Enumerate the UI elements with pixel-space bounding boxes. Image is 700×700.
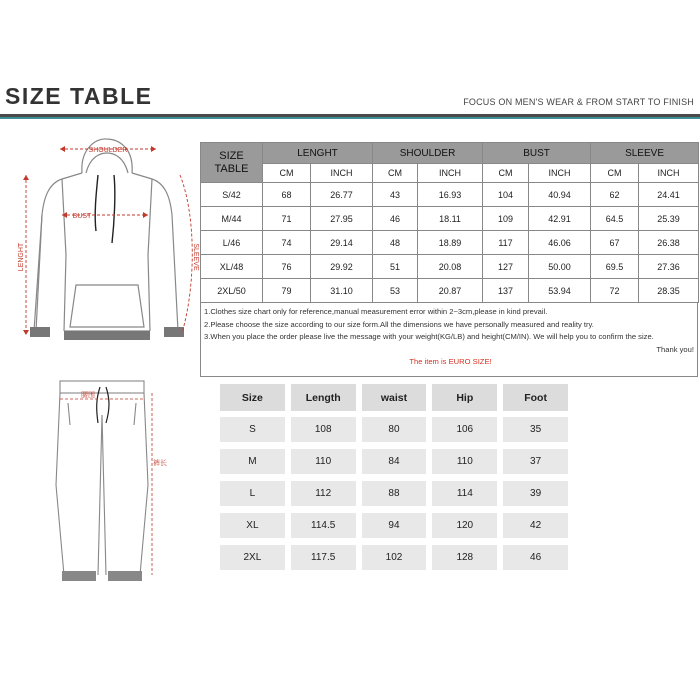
size-notes <box>200 303 698 377</box>
measurement-cell: 109 <box>483 207 529 231</box>
unit-header: CM <box>263 164 311 183</box>
measurement-cell: 64.5 <box>591 207 639 231</box>
measurement-cell: 28.35 <box>639 279 699 303</box>
left-ankle-cuff <box>62 571 96 581</box>
size-cell: M/44 <box>201 207 263 231</box>
hoodie-illustration <box>10 135 202 365</box>
measurement-cell: 37 <box>503 449 568 474</box>
measurement-cell: 25.39 <box>639 207 699 231</box>
measurement-cell: 42.91 <box>529 207 591 231</box>
euro-size-note: The item is EURO SIZE! <box>409 357 492 366</box>
measurement-cell: 94 <box>362 513 427 538</box>
thank-you-note: Thank you! <box>656 344 694 354</box>
measurement-cell: 106 <box>432 417 497 442</box>
measurement-cell: 20.87 <box>418 279 483 303</box>
tagline: FOCUS ON MEN'S WEAR & FROM START TO FINISH <box>463 97 694 107</box>
measurement-cell: 40.94 <box>529 183 591 207</box>
table-row <box>201 183 699 207</box>
unit-header: CM <box>591 164 639 183</box>
hem-band <box>64 331 150 340</box>
table-row <box>220 513 568 538</box>
left-cuff <box>30 327 50 337</box>
column-header: Foot <box>503 384 568 411</box>
measurement-cell: 20.08 <box>418 255 483 279</box>
measurement-cell: 110 <box>432 449 497 474</box>
measurement-cell: 67 <box>591 231 639 255</box>
measurement-cell: 102 <box>362 545 427 570</box>
measurement-cell: 29.14 <box>311 231 373 255</box>
measurement-cell: 104 <box>483 183 529 207</box>
unit-header: CM <box>373 164 418 183</box>
measurement-cell: 62 <box>591 183 639 207</box>
unit-header: CM <box>483 164 529 183</box>
group-header: BUST <box>483 143 591 164</box>
group-header: LENGHT <box>263 143 373 164</box>
group-header: SHOULDER <box>373 143 483 164</box>
pants-length-label: 裤长 <box>153 460 167 467</box>
column-header: waist <box>362 384 427 411</box>
measurement-cell: 46 <box>373 207 418 231</box>
hoodie-size-table-container <box>200 142 698 377</box>
measurement-cell: 42 <box>503 513 568 538</box>
measurement-cell: 53 <box>373 279 418 303</box>
waist-label: 腰围 <box>81 392 95 399</box>
group-header: SLEEVE <box>591 143 699 164</box>
measurement-cell: 127 <box>483 255 529 279</box>
table-row <box>220 481 568 506</box>
measurement-cell: 120 <box>432 513 497 538</box>
measurement-cell: 46 <box>503 545 568 570</box>
column-header: Hip <box>432 384 497 411</box>
pants-header-row <box>220 384 568 411</box>
table-row <box>220 449 568 474</box>
waistband <box>60 381 144 393</box>
measurement-cell: 112 <box>291 481 356 506</box>
unit-header: INCH <box>418 164 483 183</box>
measurement-cell: 46.06 <box>529 231 591 255</box>
table-row <box>220 545 568 570</box>
size-cell: XL <box>220 513 285 538</box>
table-corner-label: SIZE TABLE <box>201 143 263 183</box>
measurement-cell: 51 <box>373 255 418 279</box>
measurement-cell: 18.89 <box>418 231 483 255</box>
table-row <box>201 207 699 231</box>
unit-header: INCH <box>529 164 591 183</box>
measurement-cell: 24.41 <box>639 183 699 207</box>
note-line: 3.When you place the order please live the message with your weight(KG/LB) and height(CM/IN). We will help you to confirm the size. <box>204 332 654 341</box>
pants-size-table <box>220 384 568 577</box>
measurement-cell: 79 <box>263 279 311 303</box>
table-row <box>201 255 699 279</box>
measurement-cell: 39 <box>503 481 568 506</box>
measurement-cell: 43 <box>373 183 418 207</box>
note-line: 2.Please choose the size according to our size form.All the dimensions we have personally measured and reality try. <box>204 319 594 329</box>
measurement-cell: 50.00 <box>529 255 591 279</box>
measurement-cell: 27.36 <box>639 255 699 279</box>
size-cell: S/42 <box>201 183 263 207</box>
measurement-cell: 117 <box>483 231 529 255</box>
measurement-cell: 80 <box>362 417 427 442</box>
size-cell: XL/48 <box>201 255 263 279</box>
measurement-cell: 53.94 <box>529 279 591 303</box>
measurement-cell: 84 <box>362 449 427 474</box>
header-rule-accent <box>0 117 700 119</box>
size-cell: L <box>220 481 285 506</box>
note-line: 1.Clothes size chart only for reference,manual measurement error within 2~3cm,please in kind prevail. <box>204 307 548 316</box>
unit-header: INCH <box>311 164 373 183</box>
measurement-cell: 114.5 <box>291 513 356 538</box>
right-ankle-cuff <box>108 571 142 581</box>
bust-label: BUST <box>72 213 92 220</box>
measurement-cell: 16.93 <box>418 183 483 207</box>
measurement-cell: 137 <box>483 279 529 303</box>
measurement-cell: 76 <box>263 255 311 279</box>
size-cell: S <box>220 417 285 442</box>
measurement-cell: 18.11 <box>418 207 483 231</box>
page-title: SIZE TABLE <box>5 83 153 109</box>
shoulder-label: SHOULDER <box>88 147 128 154</box>
table-row <box>201 279 699 303</box>
measurement-cell: 71 <box>263 207 311 231</box>
unit-header: INCH <box>639 164 699 183</box>
measurement-cell: 26.77 <box>311 183 373 207</box>
measurement-cell: 114 <box>432 481 497 506</box>
measurement-cell: 27.95 <box>311 207 373 231</box>
right-cuff <box>164 327 184 337</box>
measurement-cell: 69.5 <box>591 255 639 279</box>
pants-illustration <box>40 375 170 590</box>
measurement-cell: 110 <box>291 449 356 474</box>
measurement-cell: 35 <box>503 417 568 442</box>
size-cell: M <box>220 449 285 474</box>
size-cell: L/46 <box>201 231 263 255</box>
measurement-cell: 68 <box>263 183 311 207</box>
table-row <box>201 231 699 255</box>
size-cell: 2XL <box>220 545 285 570</box>
measurement-cell: 117.5 <box>291 545 356 570</box>
measurement-cell: 31.10 <box>311 279 373 303</box>
measurement-cell: 128 <box>432 545 497 570</box>
measurement-cell: 48 <box>373 231 418 255</box>
measurement-cell: 72 <box>591 279 639 303</box>
measurement-cell: 74 <box>263 231 311 255</box>
hoodie-size-table <box>200 142 699 303</box>
column-header: Length <box>291 384 356 411</box>
column-header: Size <box>220 384 285 411</box>
measurement-cell: 26.38 <box>639 231 699 255</box>
measurement-cell: 88 <box>362 481 427 506</box>
length-label: LENGHT <box>18 242 25 272</box>
measurement-cell: 29.92 <box>311 255 373 279</box>
measurement-cell: 108 <box>291 417 356 442</box>
table-row <box>220 417 568 442</box>
sleeve-label: SLEEVE <box>192 243 199 271</box>
size-cell: 2XL/50 <box>201 279 263 303</box>
